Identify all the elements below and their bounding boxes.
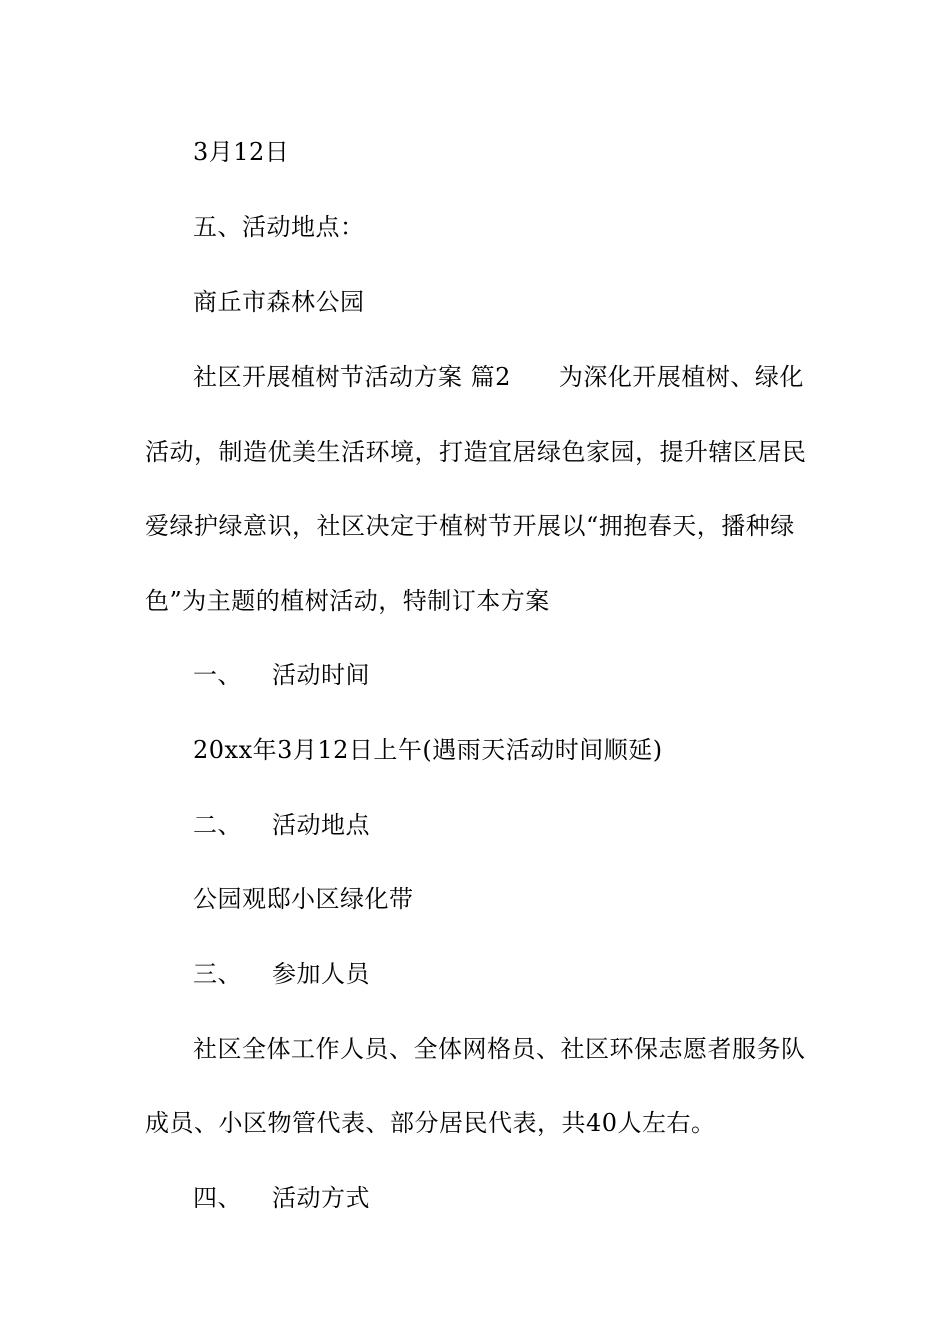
section-heading-location (193, 212, 365, 242)
section-number: 一、 (193, 661, 242, 689)
text: 爱绿护绿意识，社区决定于植树节开展以“拥抱春天，播种绿 (145, 512, 795, 540)
text: 公园观邸小区绿化带 (193, 885, 414, 913)
section-title: 参加人员 (272, 960, 370, 988)
plan-title-line (193, 362, 804, 392)
participants-line (145, 1108, 716, 1138)
date-line (193, 137, 289, 167)
paragraph-line (145, 511, 795, 541)
text: 社区全体工作人员、全体网格员、社区环保志愿者服务队 (193, 1035, 806, 1063)
paragraph-line (145, 586, 550, 616)
section-heading-time (193, 660, 370, 690)
place-line (193, 884, 414, 914)
section-number: 二、 (193, 811, 242, 839)
text: 五、活动地点： (193, 213, 365, 241)
time-line (193, 735, 663, 765)
participants-line (193, 1034, 806, 1064)
text: 成员、小区物管代表、部分居民代表，共40人左右。 (145, 1109, 716, 1137)
section-heading-participants (193, 959, 370, 989)
text: 20xx年3月12日上午(遇雨天活动时间顺延) (193, 736, 663, 764)
text: 3月12日 (193, 138, 290, 166)
text: 色”为主题的植树活动，特制订本方案 (145, 587, 550, 615)
paragraph-start: 为深化开展植树、绿化 (558, 363, 804, 391)
plan-title: 社区开展植树节活动方案 篇2 (193, 363, 511, 391)
paragraph-line (145, 437, 807, 467)
section-number: 四、 (193, 1184, 242, 1212)
text: 商丘市森林公园 (193, 288, 365, 316)
text: 活动，制造优美生活环境，打造宜居绿色家园，提升辖区居民 (145, 438, 807, 466)
section-heading-method (193, 1183, 370, 1213)
section-title: 活动时间 (272, 661, 370, 689)
section-heading-place (193, 810, 370, 840)
location-line (193, 287, 365, 317)
section-number: 三、 (193, 960, 242, 988)
section-title: 活动方式 (272, 1184, 370, 1212)
section-title: 活动地点 (272, 811, 370, 839)
